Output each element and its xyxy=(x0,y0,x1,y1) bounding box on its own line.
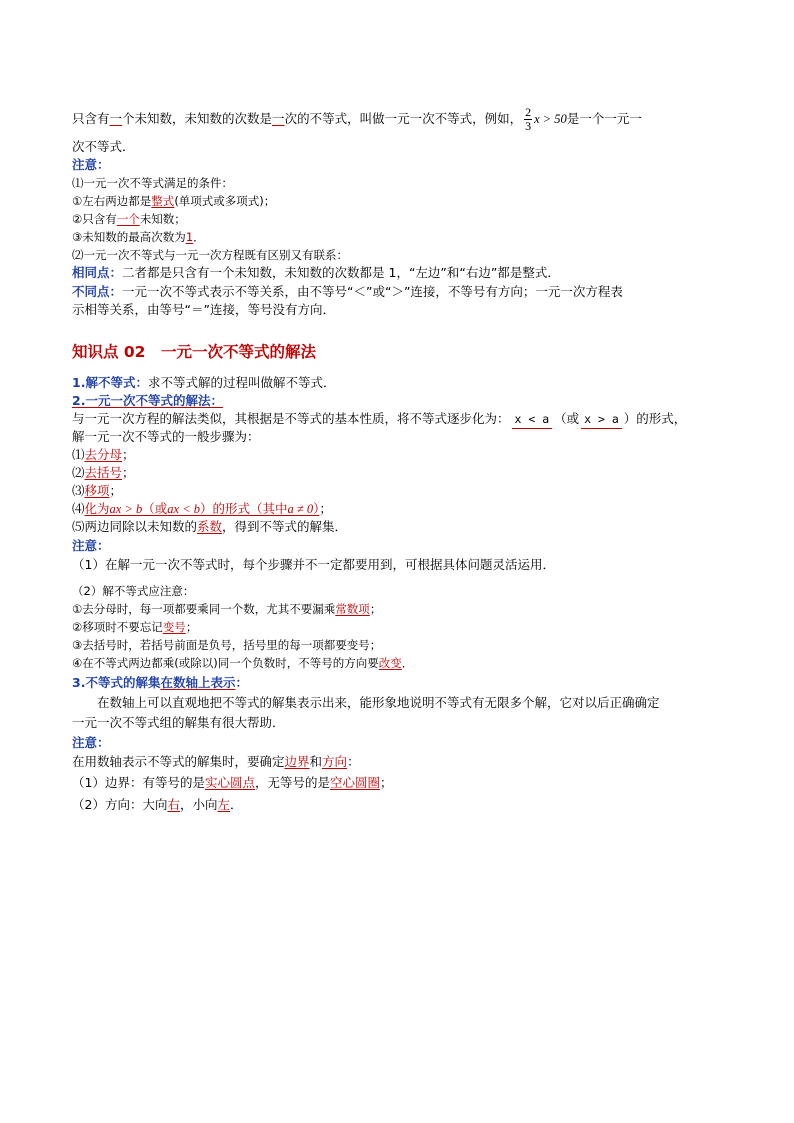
text: ． xyxy=(401,656,414,670)
note-item-1: （1）在解一元一次不等式时，每个步骤并不一定都要用到，可根据具体问题灵活运用． xyxy=(72,557,555,572)
fraction-numerator: 2 xyxy=(525,105,532,119)
text: ； xyxy=(319,501,332,516)
text: ，得到不等式的解集． xyxy=(222,519,348,534)
text: 与一元一次方程的解法类似，其根据是不等式的基本性质，将不等式逐步化为： xyxy=(72,411,510,426)
text: 是一个一元一 xyxy=(566,111,642,126)
answer-constant-term: 常数项 xyxy=(335,602,370,616)
text: ； xyxy=(185,620,198,634)
text: ⑷ xyxy=(72,501,85,516)
text: 次的不等式，叫做一元一次不等式，例如， xyxy=(284,111,523,126)
answer-transpose: 移项 xyxy=(84,483,110,498)
step-5 xyxy=(72,518,347,536)
answer-one: 一个 xyxy=(116,212,140,226)
text: ③未知数的最高次数为 xyxy=(72,230,186,244)
answer-boundary: 边界 xyxy=(284,754,310,769)
text: ）的形式， xyxy=(623,411,687,426)
text: ． xyxy=(230,797,243,812)
text: ； xyxy=(122,465,135,480)
answer-left: 左 xyxy=(217,797,231,812)
text: (单项式或多项式)； xyxy=(174,194,276,208)
definition-line-2: 次不等式． xyxy=(72,139,135,154)
text: 只含有 xyxy=(72,111,110,126)
answer-degree: 1 xyxy=(185,230,194,244)
text: ，小向 xyxy=(179,797,218,812)
text: 化为 xyxy=(84,501,110,516)
text: 在用数轴表示不等式的解集时，要确定 xyxy=(72,754,285,769)
section-heading-02: 知识点 02 一元一次不等式的解法 xyxy=(72,343,316,361)
text: ⑸两边同除以未知数的 xyxy=(72,519,198,534)
text: ） xyxy=(313,501,320,516)
answer-right: 右 xyxy=(167,797,180,812)
text: ②移项时不要忘记 xyxy=(72,620,163,634)
inequality-example: x > 50 xyxy=(534,112,567,126)
point-3-label: 3.不等式的解集 xyxy=(72,675,161,690)
similarity-label: 相同点： xyxy=(72,265,123,280)
note-item-2c: ③去括号时，若括号前面是负号，括号里的每一项都要变号； xyxy=(72,638,382,652)
relation-intro: ⑵一元一次不等式与一元一次方程既有区别又有联系： xyxy=(72,248,348,262)
note-item-2d xyxy=(72,654,413,672)
point-1 xyxy=(72,374,335,392)
underlined-one-2: 一 xyxy=(272,111,285,126)
fraction-denominator: 3 xyxy=(525,119,532,133)
text: ①左右两边都是 xyxy=(72,194,152,208)
text: ⑵ xyxy=(72,465,85,480)
text: 二者都是只含有一个未知数，未知数的次数都是 1，“左边”和“右边”都是整式． xyxy=(122,265,560,280)
text: ： xyxy=(235,675,248,690)
text: ； xyxy=(122,447,135,462)
text: ①去分母时，每一项都要乘同一个数，尤其不要漏乘 xyxy=(72,602,336,616)
form-x-greater-a: x > a xyxy=(581,410,622,429)
answer-integral-expression: 整式 xyxy=(151,194,175,208)
difference-label: 不同点： xyxy=(72,284,123,299)
numberline-line-3 xyxy=(72,796,243,814)
text: ； xyxy=(109,483,123,498)
numberline-line-1 xyxy=(72,753,360,771)
fraction-two-thirds xyxy=(524,106,532,133)
answer-remove-denominator: 去分母 xyxy=(84,447,123,462)
step-3 xyxy=(72,482,122,500)
answer-remove-brackets: 去括号 xyxy=(84,465,123,480)
point-3-text-2: 一元一次不等式组的解集有很大帮助． xyxy=(72,715,285,730)
point-3-text-1: 在数轴上可以直观地把不等式的解集表示出来，能形象地说明不等式有无限多个解，它对以后正确确定 xyxy=(72,695,660,710)
point-3-label-line xyxy=(72,674,248,692)
text: ，无等号的是 xyxy=(254,775,330,790)
note-label-2: 注意： xyxy=(72,538,110,553)
condition-2 xyxy=(72,210,186,228)
text: ⑶ xyxy=(72,483,85,498)
answer-hollow-circle: 空心圆圈 xyxy=(330,775,381,790)
text: ； xyxy=(369,602,382,616)
text: ）的形式（其中 xyxy=(200,501,288,516)
step-4 xyxy=(72,500,332,518)
steps-intro: 解一元一次不等式的一般步骤为： xyxy=(72,429,260,444)
point-2-text xyxy=(72,410,686,429)
note-label-3: 注意： xyxy=(72,735,110,750)
form-x-less-a: x < a xyxy=(512,410,553,429)
note-item-2a xyxy=(72,600,381,618)
point-3-label-underlined: 在数轴上表示 xyxy=(160,675,236,690)
definition-line-1 xyxy=(72,106,642,133)
text: 求不等式解的过程叫做解不等式． xyxy=(147,375,336,390)
text: ： xyxy=(347,754,360,769)
point-2-label: 2.一元一次不等式的解法： xyxy=(72,393,223,408)
difference-line-2: 示相等关系，由等号“＝”连接，等号没有方向． xyxy=(72,302,335,317)
text: （2）方向：大向 xyxy=(72,797,168,812)
step-1 xyxy=(72,446,135,464)
answer-solid-dot: 实心圆点 xyxy=(204,775,255,790)
text: 个未知数，未知数的次数是 xyxy=(122,111,273,126)
answer-change-sign: 变号 xyxy=(162,620,186,634)
underlined-one-1: 一 xyxy=(109,111,123,126)
answer-direction: 方向 xyxy=(322,754,348,769)
note-item-2b xyxy=(72,618,197,636)
math-ax-less-b: ax < b xyxy=(167,502,201,516)
text: 未知数； xyxy=(139,212,186,226)
point-1-label: 1.解不等式： xyxy=(72,375,148,390)
step-2 xyxy=(72,464,135,482)
text: ②只含有 xyxy=(72,212,117,226)
numberline-line-2 xyxy=(72,774,393,792)
point-2-label-line xyxy=(72,392,223,410)
text: 一元一次不等式表示不等关系，由不等号“＜”或“＞”连接，不等号有方向；一元一次方程表 xyxy=(122,284,623,299)
similarity-line xyxy=(72,264,560,282)
condition-1 xyxy=(72,192,275,210)
text: ． xyxy=(193,230,205,244)
condition-intro: ⑴一元一次不等式满足的条件： xyxy=(72,176,233,190)
text: ； xyxy=(380,775,393,790)
answer-reverse: 改变 xyxy=(378,656,402,670)
math-a-not-zero: a ≠ 0 xyxy=(287,502,314,516)
difference-line-1 xyxy=(72,283,623,301)
note-item-2: （2）解不等式应注意： xyxy=(72,584,195,598)
text: （1）边界：有等号的是 xyxy=(72,775,205,790)
note-label: 注意： xyxy=(72,157,110,172)
text: （或 xyxy=(142,501,168,516)
text: （或 xyxy=(554,411,580,426)
math-ax-greater-b: ax > b xyxy=(109,502,143,516)
text: 和 xyxy=(309,754,323,769)
answer-coefficient: 系数 xyxy=(197,519,223,534)
text: ④在不等式两边都乘(或除以)同一个负数时，不等号的方向要 xyxy=(72,656,379,670)
condition-3 xyxy=(72,228,205,246)
text: ⑴ xyxy=(72,447,85,462)
